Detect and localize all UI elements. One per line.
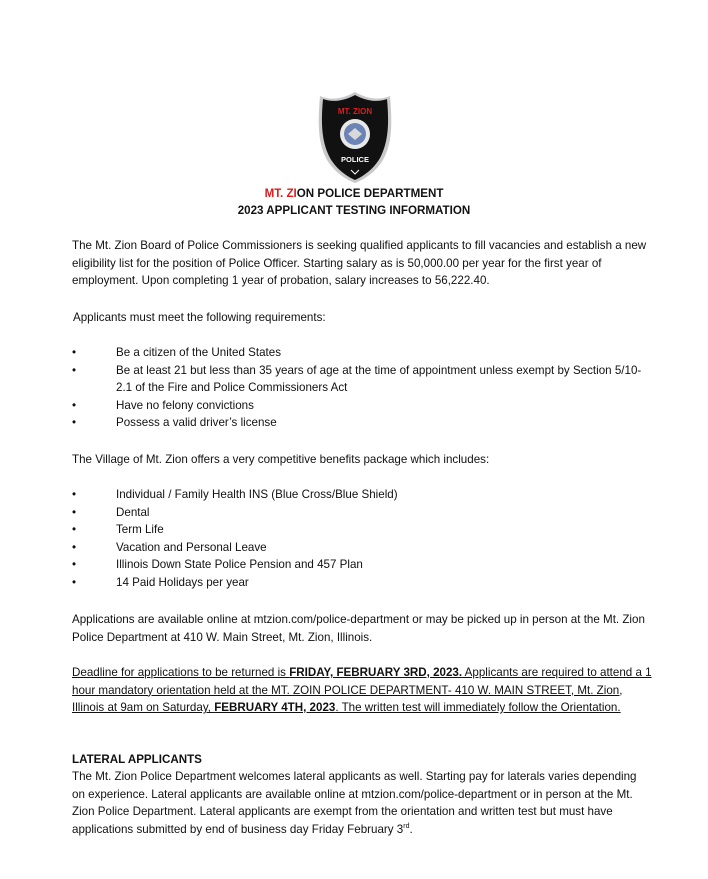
benefits-intro: The Village of Mt. Zion offers a very competitive benefits package which includes:: [72, 453, 490, 466]
page-title-rest: ON POLICE DEPARTMENT: [296, 187, 444, 200]
benefit-text: Illinois Down State Police Pension and 457 Plan: [116, 558, 363, 571]
police-badge-icon: [317, 90, 393, 184]
badge-top-text: MT. ZION: [337, 107, 373, 116]
list-item: [72, 539, 652, 557]
requirement-text: Be a citizen of the United States: [116, 346, 281, 359]
orientation-date: FEBRUARY 4TH, 2023: [214, 701, 336, 714]
lateral-heading: LATERAL APPLICANTS: [72, 753, 202, 766]
deadline-paragraph: [72, 664, 652, 717]
benefit-text: 14 Paid Holidays per year: [116, 575, 249, 589]
list-item: [72, 362, 652, 397]
lateral-paragraph: [72, 768, 652, 838]
bullet-icon: •: [72, 575, 77, 589]
requirements-intro: Applicants must meet the following requirements:: [73, 311, 326, 324]
list-item: [72, 574, 652, 592]
deadline-text-3: . The written test will immediately follow the Orientation.: [335, 701, 621, 714]
list-item: [72, 556, 652, 574]
page-title-accent: MT. ZI: [264, 187, 297, 200]
benefit-text: Dental: [116, 505, 150, 519]
page-title: [0, 185, 708, 202]
bullet-icon: •: [72, 346, 77, 359]
bullet-icon: •: [72, 363, 77, 377]
bullet-icon: •: [72, 540, 77, 554]
bullet-icon: •: [72, 505, 77, 519]
requirement-text: Possess a valid driver’s license: [116, 416, 277, 429]
benefits-list: [72, 486, 652, 591]
benefit-text: Individual / Family Health INS (Blue Cross/Blue Shield): [116, 488, 398, 501]
benefit-text: Vacation and Personal Leave: [116, 540, 267, 554]
requirement-text: Be at least 21 but less than 35 years of age at the time of appointment unless exempt by Section 5/10-2.1 of the Fire and Police Commissioners Act: [116, 363, 642, 394]
deadline-date: FRIDAY, FEBRUARY 3RD, 2023.: [289, 666, 463, 679]
lateral-superscript: rd: [403, 822, 410, 830]
intro-paragraph: The Mt. Zion Board of Police Commissioners is seeking qualified applicants to fill vacancies and establish a new eligibility list for the position of Police Officer. Starting salary as is 50,000.00 per year for the first year of employment. Upon completing 1 year of probation, salary increases to 56,222.40.: [72, 239, 647, 287]
requirements-list: [72, 344, 652, 432]
requirement-text: Have no felony convictions: [116, 398, 254, 412]
list-item: [72, 486, 652, 504]
deadline-text-2: Applicants are required to attend a 1 hour mandatory orientation held at the MT. ZOIN POLICE DEPARTMENT- 410 W. MAIN STREET, Mt. Zion, Illinois at 9am on Saturday,: [72, 666, 652, 714]
list-item: [72, 414, 652, 432]
badge-bottom-text: POLICE: [341, 155, 369, 164]
bullet-icon: •: [72, 523, 77, 536]
list-item: [72, 397, 652, 415]
lateral-text: The Mt. Zion Police Department welcomes lateral applicants as well. Starting pay for laterals varies depending on experience. Lateral applicants are available online at mtzion.com/police-department or in person at the Mt. Zion Police Department. Lateral applicants are exempt from the orientation and written test but must have applications submitted by end of business day Friday February 3: [72, 770, 637, 836]
deadline-text-1: Deadline for applications to be returned is: [72, 666, 290, 679]
benefit-text: Term Life: [116, 523, 164, 536]
police-badge-svg: [317, 90, 393, 184]
page-subtitle: 2023 APPLICANT TESTING INFORMATION: [237, 204, 471, 217]
applications-paragraph: Applications are available online at mtzion.com/police-department or may be picked up in person at the Mt. Zion Police Department at 410 W. Main Street, Mt. Zion, Illinois.: [72, 613, 645, 644]
list-item: [72, 521, 652, 539]
bullet-icon: •: [72, 416, 77, 429]
bullet-icon: •: [72, 398, 77, 412]
bullet-icon: •: [72, 488, 77, 501]
bullet-icon: •: [72, 558, 77, 571]
list-item: [72, 504, 652, 522]
list-item: [72, 344, 652, 362]
lateral-end: .: [409, 822, 413, 836]
